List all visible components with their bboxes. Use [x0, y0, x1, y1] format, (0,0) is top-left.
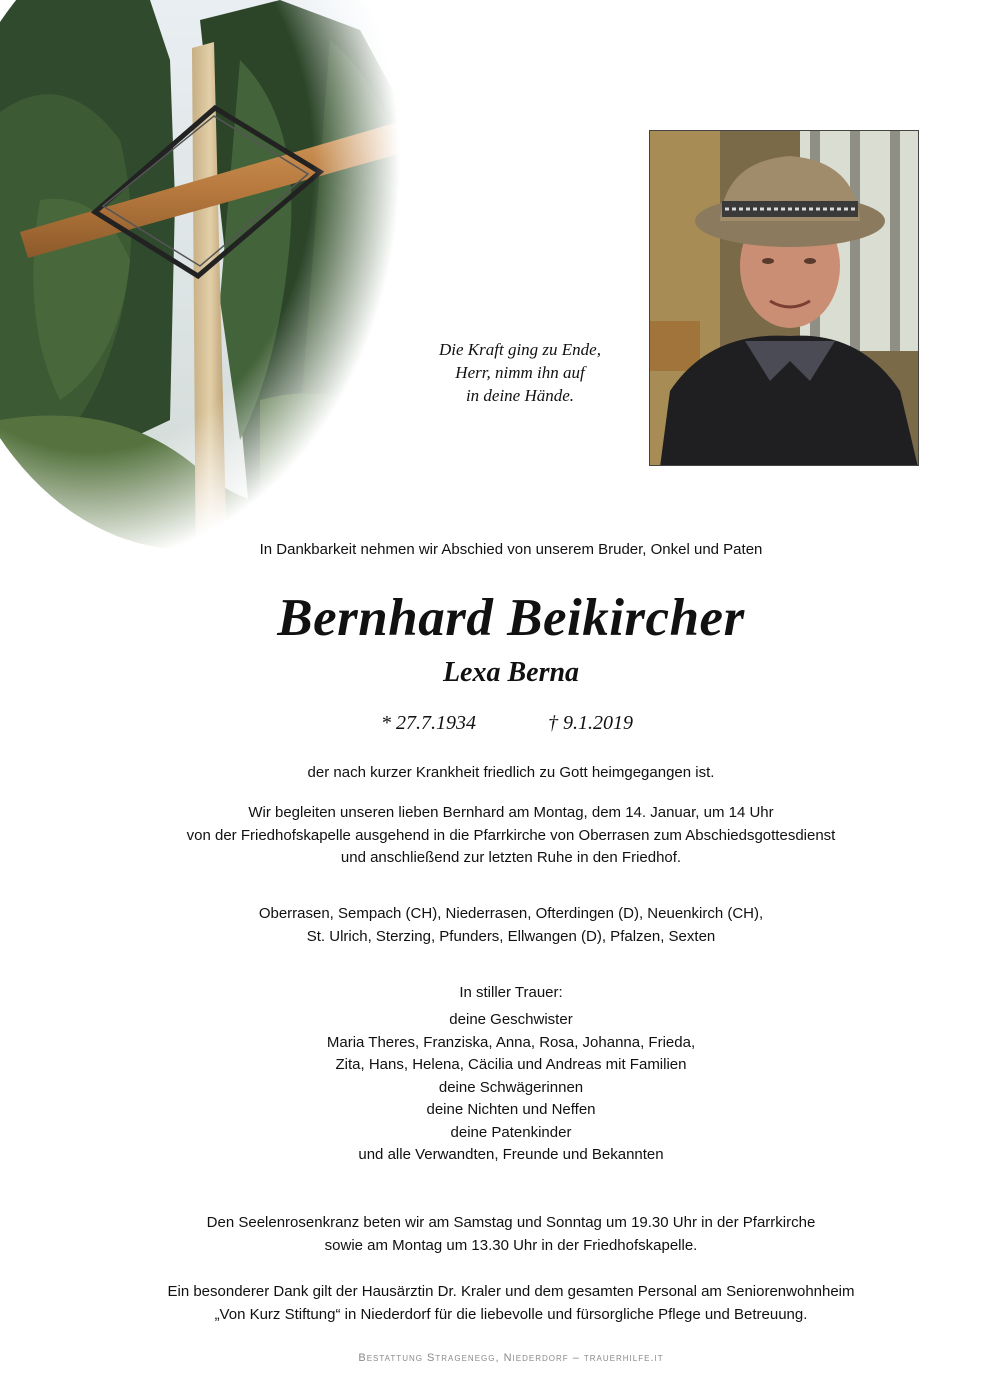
mourners-list [0, 1009, 982, 1167]
death-date: † 9.1.2019 [548, 712, 633, 734]
rosary-line: sowie am Montag um 13.30 Uhr in der Friedhofskapelle. [324, 1236, 698, 1254]
mourners-heading-line: In stiller Trauer: [459, 984, 563, 1001]
verse-line: in deine Hände. [465, 386, 575, 405]
deceased-name: Bernhard Beikircher [277, 589, 745, 647]
funeral-line: und anschließend zur letzten Ruhe in den Friedhof. [340, 849, 682, 866]
mourners-heading [0, 982, 982, 1005]
places [0, 903, 982, 948]
footer-credit: Bestattung Stragenegg, Niederdorf – trauerhilfe.it [358, 1352, 664, 1364]
mourner-line: deine Nichten und Neffen [426, 1101, 596, 1118]
portrait-photo [649, 130, 919, 466]
verse-line: Die Kraft ging zu Ende, [439, 340, 601, 359]
rosary-info [0, 1212, 982, 1257]
deceased-nickname: Lexa Berna [442, 657, 580, 688]
mourner-line: Maria Theres, Franziska, Anna, Rosa, Johanna, Frieda, [326, 1033, 696, 1051]
intro-text: In Dankbarkeit nehmen wir Abschied von unserem Bruder, Onkel und Paten [259, 541, 763, 558]
verse-line: Herr, nimm ihn auf [455, 363, 585, 382]
verse [400, 338, 640, 407]
mourner-line: und alle Verwandten, Freunde und Bekannten [358, 1146, 664, 1163]
funeral-info [0, 802, 982, 870]
funeral-line: von der Friedhofskapelle ausgehend in die Pfarrkirche von Oberrasen zum Abschiedsgottesdienst [186, 826, 836, 844]
mourner-line: deine Geschwister [449, 1011, 573, 1028]
mourner-line: deine Patenkinder [450, 1123, 572, 1141]
mourner-line: deine Schwägerinnen [438, 1078, 584, 1096]
places-line: St. Ulrich, Sterzing, Pfunders, Ellwangen (D), Pfalzen, Sexten [306, 927, 716, 945]
mourner-line: Zita, Hans, Helena, Cäcilia und Andreas mit Familien [335, 1056, 687, 1073]
thanks-line: „Von Kurz Stiftung“ in Niederdorf für die liebevolle und fürsorgliche Pflege und Betreuung. [214, 1305, 808, 1323]
cross-photo [0, 0, 470, 600]
death-note-line: der nach kurzer Krankheit friedlich zu Gott heimgegangen ist. [307, 764, 715, 781]
thanks-line: Ein besonderer Dank gilt der Hausärztin Dr. Kraler und dem gesamten Personal am Seniorenwohnheim [167, 1283, 855, 1300]
death-note [0, 762, 982, 785]
rosary-line: Den Seelenrosenkranz beten wir am Samstag und Sonntag um 19.30 Uhr in der Pfarrkirche [206, 1214, 816, 1231]
funeral-line: Wir begleiten unseren lieben Bernhard am Montag, dem 14. Januar, um 14 Uhr [248, 804, 774, 821]
birth-date: * 27.7.1934 [381, 712, 476, 734]
thanks [0, 1281, 982, 1326]
places-line: Oberrasen, Sempach (CH), Niederrasen, Ofterdingen (D), Neuenkirch (CH), [258, 905, 764, 922]
